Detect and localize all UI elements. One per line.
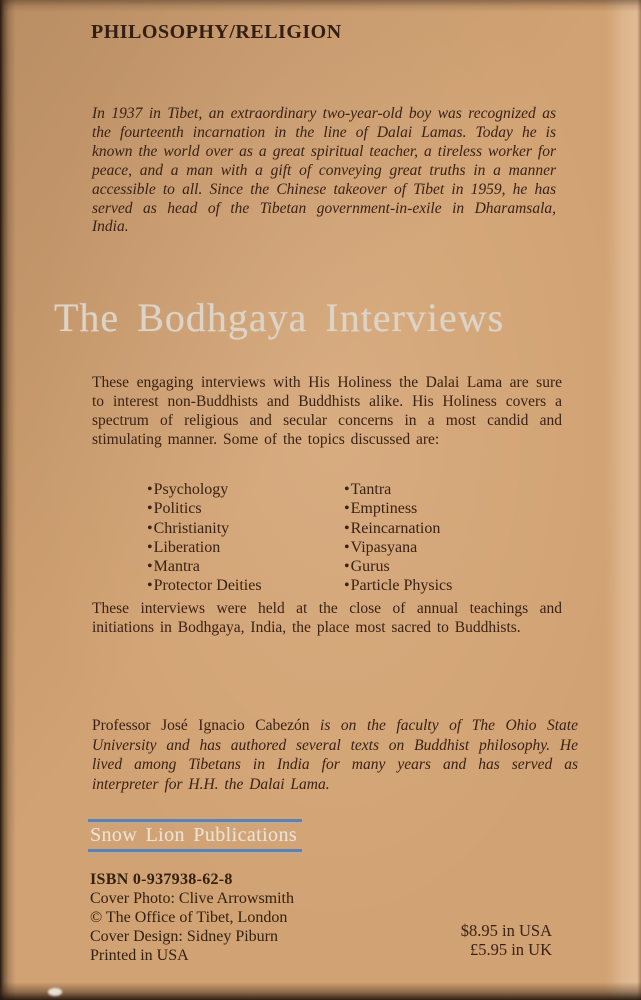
- topic-item: • Tantra: [344, 480, 452, 499]
- topic-item: • Psychology: [147, 480, 262, 499]
- price-usa: $8.95 in USA: [460, 921, 552, 940]
- isbn-line: ISBN 0-937938-62-8: [90, 871, 233, 888]
- topic-item: • Politics: [147, 499, 262, 518]
- credit-line: Cover Photo: Clive Arrowsmith: [90, 889, 294, 907]
- book-edge-right: [605, 0, 641, 1000]
- topic-item: • Mantra: [147, 557, 262, 576]
- topics-column-left: [147, 480, 262, 596]
- topic-item: • Reincarnation: [344, 519, 452, 538]
- topic-item: • Christianity: [147, 519, 262, 538]
- topic-item: • Emptiness: [344, 499, 452, 518]
- description-paragraph: These engaging interviews with His Holiness the Dalai Lama are sure to interest non-Buddhists and Buddhists alike. His Holiness covers a spectrum of religious and secular concerns in a most candid and stimulating manner. Some of the topics discussed are:: [92, 374, 562, 448]
- price-block: [461, 921, 552, 960]
- topic-item: • Gurus: [344, 557, 452, 576]
- publisher-banner: [88, 819, 302, 852]
- topic-item: • Vipasyana: [344, 538, 452, 557]
- publisher-name: Snow Lion Publications: [90, 824, 298, 846]
- category-label: PHILOSOPHY/RELIGION: [91, 21, 342, 43]
- intro-paragraph: In 1937 in Tibet, an extraordinary two-year-old boy was recognized as the fourteenth incarnation in the line of Dalai Lamas. Today he is known the world over as a great spiritual teacher, a tireless worker for peace, and a man with a gift of conveying great truths in a manner accessible to all. Since the Chinese takeover of Tibet in 1959, he has served as head of the Tibetan government-in-exile in Dharamsala, India.: [92, 105, 556, 236]
- credit-line: Cover Design: Sidney Piburn: [90, 927, 278, 945]
- banner-rule-bottom: [88, 849, 302, 852]
- book-title: The Bodhgaya Interviews: [54, 295, 505, 340]
- credit-line: Printed in USA: [90, 946, 189, 964]
- light-reflection: [48, 988, 62, 996]
- author-name: Professor José Ignacio Cabezón: [92, 717, 310, 734]
- colophon-block: [90, 871, 294, 966]
- author-bio: [92, 716, 578, 794]
- topic-item: • Particle Physics: [344, 576, 452, 595]
- price-uk: £5.95 in UK: [469, 940, 552, 960]
- topic-item: • Liberation: [147, 538, 262, 557]
- credit-line: © The Office of Tibet, London: [90, 908, 288, 926]
- book-edge-bottom: [0, 982, 641, 1000]
- book-edge-left: [0, 0, 16, 1000]
- author-bio-text: is on the faculty of The Ohio State University and has authored several texts on Buddhist philosophy. He lived among Tibetans in India for many years and has served as interpreter for H.H. the Dalai Lama.: [92, 717, 578, 793]
- closing-paragraph: These interviews were held at the close of annual teachings and initiations in Bodhgaya, India, the place most sacred to Buddhists.: [92, 600, 562, 637]
- topic-item: • Protector Deities: [147, 576, 262, 595]
- book-edge-top: [0, 0, 641, 12]
- topics-column-right: [344, 480, 452, 596]
